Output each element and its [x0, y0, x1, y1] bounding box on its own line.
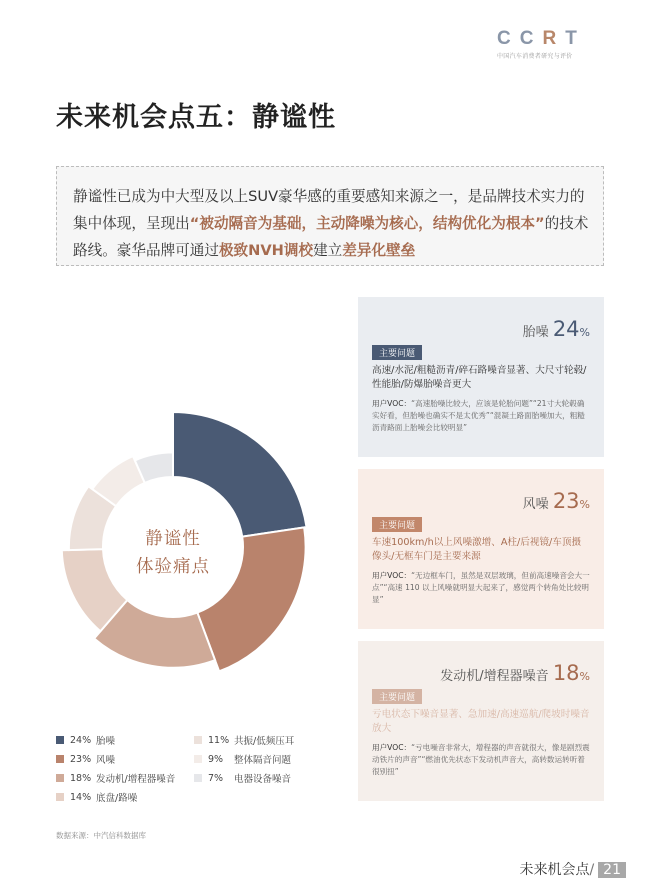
card-name: 风噪 [522, 497, 549, 512]
legend-label: 电器设备噪音 [234, 774, 292, 785]
footer-section: 未来机会点 [519, 862, 590, 878]
legend-item [56, 752, 115, 766]
logo-letter: C [497, 28, 520, 49]
legend-value: 23% [70, 753, 92, 765]
pie-slice [173, 412, 307, 537]
card-wind-noise [358, 469, 604, 629]
card-percent: 23 [552, 489, 580, 513]
card-engine-noise [358, 641, 604, 801]
logo-mark-text [497, 28, 586, 49]
voc-quote: “高速胎噪比较大，应该是轮胎问题”“21寸大轮毂确实好看，但胎噪也确实不是太优秀”“混凝土路面胎噪加大，粗糙沥青路面上胎噪会比较明显” [372, 399, 585, 432]
card-title [372, 489, 590, 513]
legend-value: 11% [208, 734, 230, 746]
voc-text [372, 742, 590, 778]
issue-text: 高速/水泥/粗糙沥青/碎石路噪音显著、大尺寸轮毂/性能胎/防爆胎噪音更大 [372, 365, 587, 390]
voc-text [372, 570, 590, 606]
issue-tag: 主要问题 [372, 517, 422, 532]
voc-label: 用户VOC： [372, 399, 412, 408]
legend-swatch [56, 774, 64, 782]
legend-value: 24% [70, 734, 92, 746]
issue-tag: 主要问题 [372, 345, 422, 360]
intro-text-3: 建立 [313, 242, 343, 259]
voc-label: 用户VOC： [372, 743, 412, 752]
legend-swatch [194, 755, 202, 763]
donut-chart [38, 412, 308, 682]
issue-tag: 主要问题 [372, 689, 422, 704]
legend-item [56, 771, 175, 785]
legend-swatch [194, 774, 202, 782]
logo-letter: C [519, 28, 543, 49]
logo-letter: T [565, 28, 586, 49]
legend-label: 风噪 [96, 755, 116, 766]
legend-item [194, 733, 294, 747]
legend-label: 共振/低频压耳 [234, 736, 295, 747]
card-title [372, 317, 590, 341]
legend-swatch [56, 736, 64, 744]
card-percent-sign: % [579, 498, 590, 511]
chart-legend [56, 733, 316, 803]
data-source: 数据来源：中汽信科数据库 [56, 831, 146, 840]
logo [497, 28, 612, 60]
legend-value: 18% [70, 772, 92, 784]
donut-center-line1: 静谧性 [145, 529, 201, 549]
legend-value: 7% [208, 772, 224, 784]
intro-text-1: 静谧性已成为中大型及以上SUV豪华感的重要感知来源之一，是品牌技术实力的集中体现，呈现出 [73, 188, 585, 232]
card-tire-noise [358, 297, 604, 457]
voc-label: 用户VOC： [372, 571, 412, 580]
legend-label: 发动机/增程器噪音 [96, 774, 176, 785]
legend-item [56, 733, 115, 747]
page-footer [519, 859, 626, 879]
logo-mark [497, 28, 612, 50]
intro-box [56, 166, 604, 266]
issue-text: 亏电状态下噪音显著、急加速/高速巡航/爬坡时噪音放大 [372, 709, 590, 734]
intro-highlight-2: 极致NVH调校 [218, 242, 314, 259]
voc-quote: “无边框车门，虽然是双层玻璃，但前高速噪音会大一点”“高速 110 以上风噪就明显大起来了，感觉两个转角处比较明显” [372, 571, 590, 604]
legend-label: 整体隔音问题 [234, 755, 292, 766]
voc-text [372, 398, 590, 434]
legend-label: 胎噪 [96, 736, 116, 747]
intro-text-2: 的技术路线。豪华品牌可通过 [73, 215, 589, 259]
footer-slash: / [589, 862, 595, 878]
page-number: 21 [598, 862, 626, 878]
legend-value: 9% [208, 753, 224, 765]
voc-quote: “亏电噪音非常大，增程器的声音就很大，像是剧烈震动铁片的声音”“燃油优先状态下发动机声音大，高转数运转听着很别扭” [372, 743, 590, 776]
legend-swatch [56, 793, 64, 801]
card-percent: 18 [552, 661, 580, 685]
legend-value: 14% [70, 791, 92, 803]
legend-item [194, 771, 291, 785]
issue-text: 车速100km/h以上风噪激增、A柱/后视镜/车顶摄像头/无框车门是主要来源 [372, 537, 582, 562]
card-percent-sign: % [579, 670, 590, 683]
card-percent-sign: % [579, 326, 590, 339]
logo-letter: R [542, 28, 566, 49]
card-name: 发动机/增程器噪音 [440, 669, 549, 684]
card-name: 胎噪 [522, 325, 549, 340]
page-title: 未来机会点五：静谧性 [56, 102, 336, 133]
legend-item [56, 790, 137, 804]
legend-swatch [194, 736, 202, 744]
legend-label: 底盘/路噪 [96, 793, 138, 804]
intro-highlight-3: 差异化壁垒 [342, 242, 416, 259]
legend-item [194, 752, 291, 766]
logo-subtitle: 中国汽车消费者研究与评价 [497, 53, 573, 60]
intro-highlight-1: “被动隔音为基础，主动降噪为核心，结构优化为根本” [189, 215, 545, 232]
legend-swatch [56, 755, 64, 763]
donut-center-line2: 体验痛点 [136, 557, 210, 577]
card-title [372, 661, 590, 685]
card-percent: 24 [552, 317, 580, 341]
